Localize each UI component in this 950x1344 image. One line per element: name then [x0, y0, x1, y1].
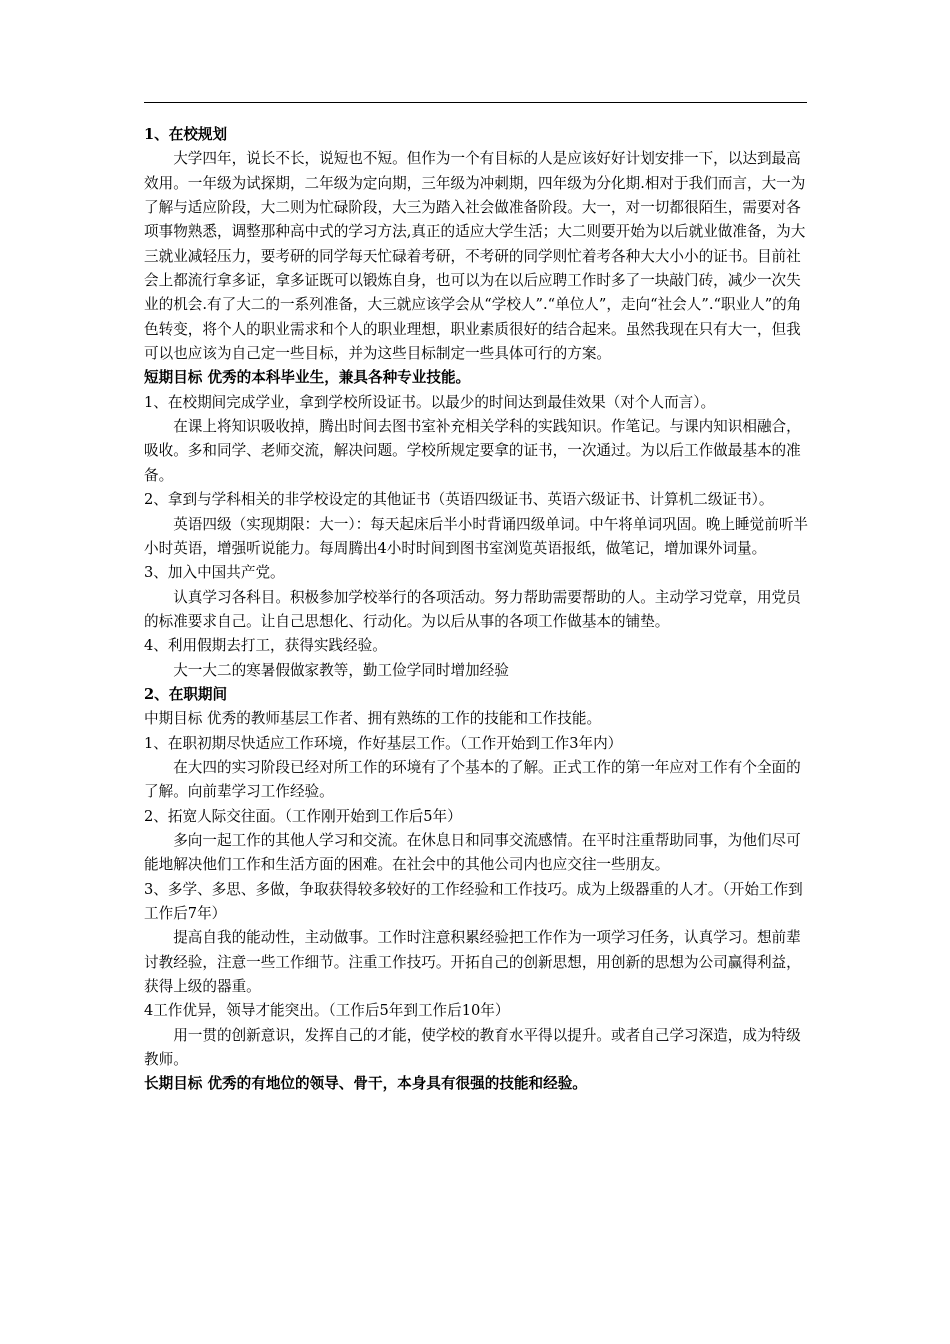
header-rule	[144, 102, 807, 103]
list-item-body: 在大四的实习阶段已经对所工作的环境有了个基本的了解。正式工作的第一年应对工作有个全面的了解。向前辈学习工作经验。	[144, 758, 801, 801]
section-heading-in-service: 2、在职期间	[144, 685, 228, 703]
list-item-heading: 1、在校期间完成学业，拿到学校所设证书。以最少的时间达到最佳效果（对个人而言）。	[144, 393, 716, 411]
short-term-goal-heading: 短期目标 优秀的本科毕业生，兼具各种专业技能。	[144, 369, 471, 387]
list-item-heading: 4、利用假期去打工，获得实践经验。	[144, 637, 387, 655]
list-item-heading: 3、多学、多思、多做，争取获得较多较好的工作经验和工作技巧。成为上级器重的人才。（开始工作到工作后7年）	[144, 880, 803, 922]
list-item-heading: 3、加入中国共产党。	[144, 564, 285, 582]
list-item-heading: 1、在职初期尽快适应工作环境，作好基层工作。（工作开始到工作3年内）	[144, 734, 623, 752]
list-item-body: 英语四级（实现期限：大一）：每天起床后半小时背诵四级单词。中午将单词巩固。晚上睡觉前听半小时英语，增强听说能力。每周腾出4小时时间到图书室浏览英语报纸，做笔记，增加课外词量。	[144, 515, 809, 557]
list-item-heading: 2、拓宽人际交往面。（工作刚开始到工作后5年）	[144, 807, 462, 825]
list-item-body: 多向一起工作的其他人学习和交流。在休息日和同事交流感情。在平时注重帮助同事，为他们尽可能地解决他们工作和生活方面的困难。在社会中的其他公司内也应交往一些朋友。	[144, 831, 801, 874]
list-item-heading: 4工作优异，领导才能突出。（工作后5年到工作后10年）	[144, 1002, 510, 1020]
list-item-body: 在课上将知识吸收掉，腾出时间去图书室补充相关学科的实践知识。作笔记。与课内知识相融合，吸收。多和同学、老师交流，解决问题。学校所规定要拿的证书，一次通过。为以后工作做最基本的准备。	[144, 418, 801, 484]
section-heading-campus-plan: 1、在校规划	[144, 126, 228, 143]
list-item-heading: 2、拿到与学科相关的非学校设定的其他证书（英语四级证书、英语六级证书、计算机二级证书）。	[144, 491, 774, 509]
list-item-body: 认真学习各科目。积极参加学校举行的各项活动。努力帮助需要帮助的人。主动学习党章，用党员的标准要求自己。让自己思想化、行动化。为以后从事的各项工作做基本的铺垫。	[144, 588, 801, 630]
mid-term-goal-heading: 中期目标 优秀的教师基层工作者、拥有熟练的工作的技能和工作技能。	[144, 710, 602, 728]
list-item-body: 提高自我的能动性，主动做事。工作时注意积累经验把工作作为一项学习任务，认真学习。想前辈讨教经验，注意一些工作细节。注重工作技巧。开拓自己的创新思想，用创新的思想为公司赢得利益，获得上级的器重。	[144, 929, 801, 996]
intro-paragraph: 大学四年，说长不长，说短也不短。但作为一个有目标的人是应该好好计划安排一下，以达到最高效用。一年级为试探期，二年级为定向期，三年级为冲刺期，四年级为分化期.相对于我们而言，大一为了解与适应阶段，大二则为忙碌阶段，大三为踏入社会做准备阶段。大一，对一切都很陌生，需要对各项事物熟悉，调整那种高中式的学习方法,真正的适应大学生活；大二则要开始为以后就业做准备，为大三就业减轻压力，要考研的同学每天忙碌着考研，不考研的同学则忙着考各种大大小小的证书。目前社会上都流行拿多证，拿多证既可以锻炼自身，也可以为在以后应聘工作时多了一块敲门砖，减少一次失业的机会.有了大二的一系列准备，大三就应该学会从“学校人”.“单位人”，走向“社会人”.“职业人”的角色转变，将个人的职业需求和个人的职业理想，职业素质很好的结合起来。虽然我现在只有大一，但我可以也应该为自己定一些目标，并为这些目标制定一些具体可行的方案。	[144, 150, 806, 363]
list-item-body: 大一大二的寒暑假做家教等，勤工俭学同时增加经验	[173, 661, 509, 679]
document-body	[144, 123, 814, 1097]
long-term-goal-heading: 长期目标 优秀的有地位的领导、骨干，本身具有很强的技能和经验。	[144, 1075, 587, 1093]
list-item-body: 用一贯的创新意识，发挥自己的才能，使学校的教育水平得以提升。或者自己学习深造，成为特级教师。	[144, 1026, 801, 1069]
